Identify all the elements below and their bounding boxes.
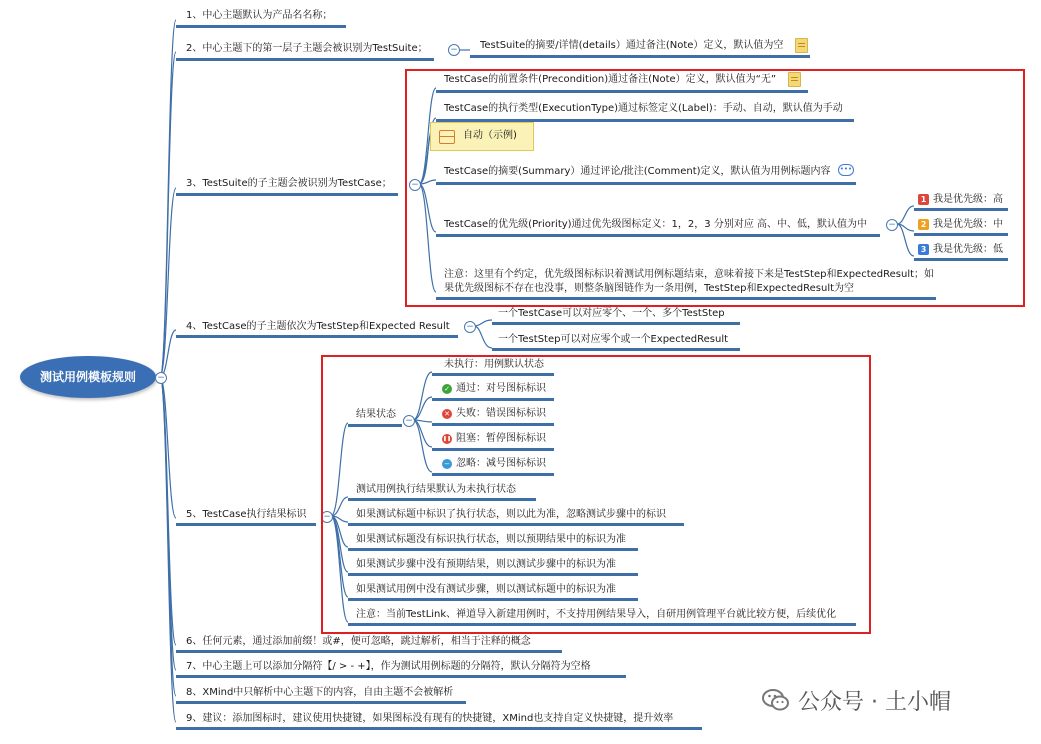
priority-low-underline xyxy=(914,258,1008,261)
minus-icon: − xyxy=(442,459,452,469)
priority-underline xyxy=(436,234,880,237)
state-fail[interactable]: 失败：错误图标标识 xyxy=(456,408,546,419)
priority-low-label[interactable]: 我是优先级：低 xyxy=(933,244,1003,255)
rule-3-underline xyxy=(348,548,638,551)
summary-label[interactable]: TestCase的摘要(Summary）通过评论/批注(Comment)定义，默认值为用例标题内容 xyxy=(444,166,831,177)
state-blocked[interactable]: 阻塞：暂停图标标识 xyxy=(456,433,546,444)
convention-note-line1[interactable]: 注意：这里有个约定，优先级图标标识着测试用例标题结束，意味着接下来是TestStep和ExpectedResult；如 xyxy=(444,269,935,280)
convention-note-underline xyxy=(436,297,936,300)
b4-child-2[interactable]: 一个TestStep可以对应零个或一个ExpectedResult xyxy=(498,334,729,345)
state-pass-underline xyxy=(432,398,554,401)
b4-child-1-underline xyxy=(492,322,740,325)
rule-6-note[interactable]: 注意：当前TestLink、禅道导入新建用例时，不支持用例结果导入，自研用例管理平台就比较方便，后续优化 xyxy=(356,609,837,620)
collapse-toggle-b2[interactable]: − xyxy=(448,44,460,56)
state-ignored[interactable]: 忽略：减号图标标识 xyxy=(456,458,546,469)
collapse-toggle-result-state[interactable]: − xyxy=(403,415,415,427)
rule-3[interactable]: 如果测试标题没有标识执行状态，则以预期结果中的标识为准 xyxy=(356,534,626,545)
priority-2-icon: 2 xyxy=(918,219,929,230)
branch-7-underline xyxy=(176,675,626,678)
b2-child-underline xyxy=(470,55,810,58)
state-ignored-underline xyxy=(432,473,554,476)
collapse-toggle-priority[interactable]: − xyxy=(886,219,898,231)
rule-5-underline xyxy=(348,598,638,601)
priority-3-icon: 3 xyxy=(918,244,929,255)
b4-child-2-underline xyxy=(492,348,740,351)
watermark-text: 公众号 · 土小帽 xyxy=(798,690,951,715)
label-example-text: 自动（示例) xyxy=(463,130,517,141)
branch-8-underline xyxy=(176,701,466,704)
priority-mid-underline xyxy=(914,233,1008,236)
priority-label[interactable]: TestCase的优先级(Priority)通过优先级图标定义：1，2，3 分别对应 高、中、低，默认值为中 xyxy=(444,219,868,230)
priority-high-label[interactable]: 我是优先级：高 xyxy=(933,194,1003,205)
note-icon[interactable] xyxy=(788,72,801,87)
state-blocked-underline xyxy=(432,448,554,451)
rule-1-underline xyxy=(348,498,536,501)
collapse-toggle-b5[interactable]: − xyxy=(321,511,333,523)
cross-icon: ✕ xyxy=(442,409,452,419)
rule-2[interactable]: 如果测试标题中标识了执行状态，则以此为准，忽略测试步骤中的标识 xyxy=(356,509,666,520)
branch-2-label[interactable]: 2、中心主题下的第一层子主题会被识别为TestSuite； xyxy=(186,43,428,54)
branch-3-underline xyxy=(176,193,398,196)
note-icon[interactable] xyxy=(795,38,808,53)
branch-9-underline xyxy=(176,727,702,730)
rule-4-underline xyxy=(348,573,638,576)
result-state-label[interactable]: 结果状态 xyxy=(356,409,396,420)
branch-3-label[interactable]: 3、TestSuite的子主题会被识别为TestCase； xyxy=(186,178,392,189)
exectype-label[interactable]: TestCase的执行类型(ExecutionType)通过标签定义(Label)：手动、自动，默认值为手动 xyxy=(444,103,843,114)
comment-icon[interactable]: ••• xyxy=(838,164,854,176)
label-example-box[interactable] xyxy=(430,122,534,151)
rule-1[interactable]: 测试用例执行结果默认为未执行状态 xyxy=(356,484,516,495)
state-fail-underline xyxy=(432,423,554,426)
branch-1-underline xyxy=(176,25,346,28)
pause-icon: ❚❚ xyxy=(442,436,452,442)
convention-note-line2[interactable]: 果优先级图标不存在也没事，则整条脑图链作为一条用例，TestStep和ExpectedResult为空 xyxy=(444,283,855,294)
branch-6-underline xyxy=(176,650,562,653)
branch-4-underline xyxy=(176,335,458,338)
check-icon: ✓ xyxy=(442,384,452,394)
rule-6-underline xyxy=(348,623,856,626)
priority-high-underline xyxy=(914,208,1008,211)
b4-child-1[interactable]: 一个TestCase可以对应零个、一个、多个TestStep xyxy=(498,308,725,319)
collapse-toggle-b3[interactable]: − xyxy=(409,179,421,191)
state-not-run[interactable]: 未执行：用例默认状态 xyxy=(444,359,544,370)
rule-5[interactable]: 如果测试用例中没有测试步骤，则以测试标题中的标识为准 xyxy=(356,584,616,595)
priority-mid-label[interactable]: 我是优先级：中 xyxy=(933,219,1003,230)
result-state-underline xyxy=(348,424,402,427)
rule-2-underline xyxy=(348,523,684,526)
summary-underline xyxy=(436,182,856,185)
central-topic[interactable]: 测试用例模板规则 xyxy=(20,356,156,398)
branch-5-label[interactable]: 5、TestCase执行结果标识 xyxy=(186,509,307,520)
state-not-run-underline xyxy=(432,373,554,376)
testsuite-details-label[interactable]: TestSuite的摘要/详情(details）通过备注(Note）定义，默认值为空 xyxy=(480,40,784,51)
branch-1-label[interactable]: 1、中心主题默认为产品名名称； xyxy=(186,10,333,21)
branch-4-label[interactable]: 4、TestCase的子主题依次为TestStep和Expected Result xyxy=(186,321,450,332)
branch-2-underline xyxy=(176,58,434,61)
label-icon xyxy=(439,130,455,144)
branch-5-underline xyxy=(176,523,316,526)
precondition-underline xyxy=(436,90,808,93)
branch-7-label[interactable]: 7、中心主题上可以添加分隔符【/ > - +】，作为测试用例标题的分隔符，默认分隔符为空格 xyxy=(186,661,591,672)
wechat-icon xyxy=(762,688,790,712)
branch-8-label[interactable]: 8、XMind中只解析中心主题下的内容，自由主题不会被解析 xyxy=(186,687,454,698)
collapse-toggle-root[interactable]: − xyxy=(155,372,167,384)
collapse-toggle-b4[interactable]: − xyxy=(464,321,476,333)
state-pass[interactable]: 通过：对号图标标识 xyxy=(456,383,546,394)
branch-9-label[interactable]: 9、建议：添加图标时，建议使用快捷键，如果图标没有现有的快捷键，XMind也支持自定义快捷键，提升效率 xyxy=(186,713,674,724)
branch-6-label[interactable]: 6、任何元素，通过添加前缀！或#，便可忽略，跳过解析，相当于注释的概念 xyxy=(186,636,531,647)
precondition-label[interactable]: TestCase的前置条件(Precondition)通过备注(Note）定义，默认值为“无” xyxy=(444,74,777,85)
priority-1-icon: 1 xyxy=(918,194,929,205)
rule-4[interactable]: 如果测试步骤中没有预期结果，则以测试步骤中的标识为准 xyxy=(356,559,616,570)
